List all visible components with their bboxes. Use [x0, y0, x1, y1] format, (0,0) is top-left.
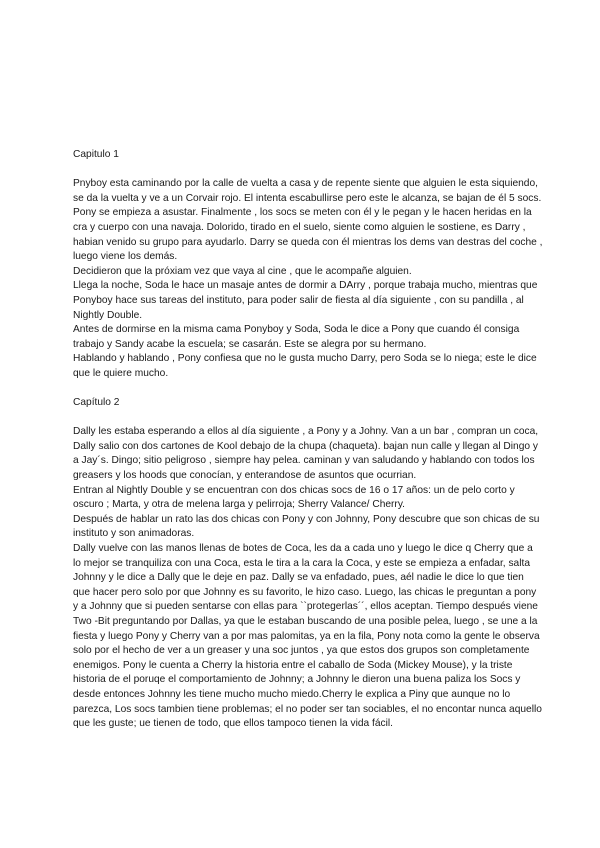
chapter-1-paragraph: Antes de dormirse en la misma cama Ponyboy y Soda, Soda le dice a Pony que cuando él consiga trabajo y Sandy acabe la escuela; se casarán. Este se alegra por su hermano.	[73, 324, 520, 350]
chapter-1	[73, 148, 543, 382]
chapter-2-paragraph: Entran al Nightly Double y se encuentran con dos chicas socs de 16 o 17 años: un de pelo corto y oscuro ; Marta, y otra de melena larga y pelirroja; Sherry Valance/ Cherry.	[73, 484, 515, 511]
chapter-2	[73, 396, 543, 732]
chapter-1-paragraph: Hablando y hablando , Pony confiesa que no le gusta mucho Darry, pero Soda se lo niega; este le dice que le quiere mucho.	[73, 353, 537, 379]
chapter-1-title: Capitulo 1	[73, 149, 119, 160]
chapter-2-paragraph: Dally vuelve con las manos llenas de botes de Coca, les da a cada uno y luego le dice q Cherry que a lo mejor se tranquiliza con una Coca, esta le tira a la cara la Coca, y este se empieza a enfadar, salta Johnny y le dice a Dally que le deje en paz. Dally se va enfadado, pues, aél nadie le dice lo que tien que hacer pero solo por que Johnny es su favorito, le hizo caso. Luego, las chicas le preguntan a pony y a Johnny que si pueden sentarse con ellas para ``protegerlas´´, ellos aceptan. Tiempo después viene Two -Bit preguntando por Dallas, ya que le estaban buscando de una posible pelea, luego , se une a la fiesta y luego Pony y Cherry van a por mas palomitas, ya en la fila, Pony nota como la gente le observa solo por el hecho de ver a un greaser y una soc juntos , ya que estos dos grupos son completamente enemigos. Pony le cuenta a Cherry la historia entre el caballo de Soda (Mickey Mouse), y la triste historia de el poruqe el comportamiento de Johnny; a Johnny le dieron una buena paliza los Socs y desde entonces Johnny les tiene mucho mucho miedo.Cherry le explica a Piny que aunque no lo parezca, Los socs tambien tiene problemas; el no poder ser tan sociables, el no encontar nunca aquello que les guste; ue tienen de todo, que ellos tampoco tienen la vida fácil.	[73, 543, 542, 730]
chapter-1-paragraph: Decidieron que la próxiam vez que vaya al cine , que le acompañe alguien.	[73, 265, 412, 277]
chapter-2-title: Capítulo 2	[73, 397, 120, 409]
chapter-1-paragraph: Pnyboy esta caminando por la calle de vuelta a casa y de repente siente que alguien le esta siquiendo, se da la vuelta y ve a un Corvair rojo. El intenta escabullirse pero este le alcanza, se bajan de él 5 socs. Pony se empieza a asustar. Finalmente , los socs se meten con él y le pegan y le hacen heridas en la cra y cuerpo con una navaja. Dolorido, tirado en el suelo, siente como alguien le sostiene, es Darry , habian venido su grupo para ayudarlo. Darry se queda con él mientras los dems van destras del coche , luego viene los demás.	[73, 178, 543, 263]
chapter-2-paragraph: Dally les estaba esperando a ellos al día siguiente , a Pony y a Johny. Van a un bar , compran un coca, Dally salio con dos cartones de Kool debajo de la chupa (chaqueta). bajan nun calle y llegan al Dingo y a Jay´s. Dingo; sitio peligroso , siempre hay pelea. caminan y van saludando y hablando con todos los greasers y los hoods que conocían, y enterandose de asuntos que ocurrian.	[73, 426, 539, 482]
chapter-2-paragraph: Después de hablar un rato las dos chicas con Pony y con Johnny, Pony descubre que son chicas de su instituto y son animadoras.	[73, 513, 540, 540]
chapter-1-paragraph: Llega la noche, Soda le hace un masaje antes de dormir a DArry , porque trabaja mucho, mientras que Ponyboy hace sus tareas del instituto, para poder salir de fiesta al día siguiente , con su pandilla , al Nightly Double.	[73, 280, 538, 321]
document-body	[73, 148, 543, 732]
